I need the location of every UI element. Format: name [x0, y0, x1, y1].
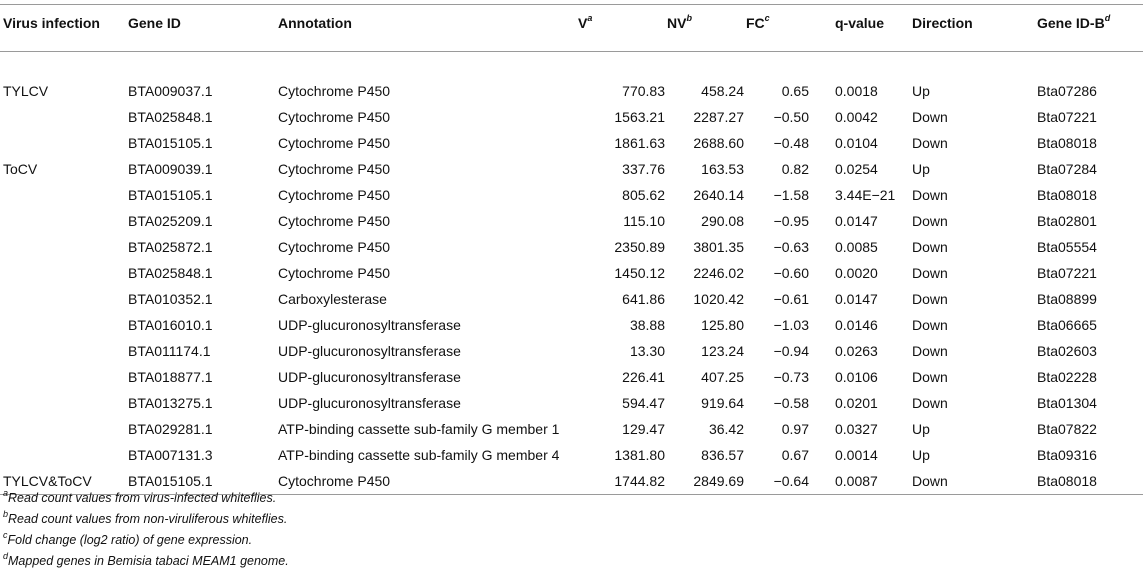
cell-gene-id-b: Bta06665 — [1037, 317, 1097, 333]
cell-direction: Down — [912, 135, 948, 151]
cell-v: 641.86 — [622, 291, 665, 307]
table-row — [0, 234, 1143, 260]
cell-gene-id: BTA009037.1 — [128, 83, 213, 99]
cell-virus — [0, 130, 128, 156]
table-row — [0, 130, 1143, 156]
col-header-nv: $NV^b$ — [667, 5, 746, 52]
cell-direction: Down — [912, 369, 948, 385]
cell-v: 2350.89 — [614, 239, 665, 255]
cell-virus — [0, 338, 128, 364]
cell-v: 337.76 — [622, 161, 665, 177]
cell-gene-id: BTA007131.3 — [128, 447, 213, 463]
col-header-fc: $FC^c$ — [746, 5, 811, 52]
cell-q-value: 0.0147 — [835, 213, 878, 229]
cell-gene-id-b: Bta07221 — [1037, 265, 1097, 281]
cell-fc: −0.60 — [773, 265, 809, 281]
cell-gene-id-b: Bta02801 — [1037, 213, 1097, 229]
cell-direction: Down — [912, 109, 948, 125]
cell-fc: −0.48 — [773, 135, 809, 151]
cell-gene-id: BTA029281.1 — [128, 421, 213, 437]
cell-fc: −0.95 — [773, 213, 809, 229]
cell-annotation: Cytochrome P450 — [278, 161, 391, 177]
cell-gene-id: BTA025848.1 — [128, 265, 213, 281]
cell-annotation: Cytochrome P450 — [278, 187, 391, 203]
cell-gene-id-b: Bta07221 — [1037, 109, 1097, 125]
cell-q-value: 0.0020 — [835, 265, 878, 281]
cell-gene-id-b: Bta08018 — [1037, 135, 1097, 151]
cell-virus: TYLCV — [3, 83, 49, 99]
cell-v: 13.30 — [629, 343, 665, 359]
cell-fc: −0.58 — [773, 395, 809, 411]
cell-direction: Up — [912, 447, 930, 463]
cell-q-value: 0.0018 — [835, 83, 878, 99]
cell-nv: 36.42 — [708, 421, 744, 437]
cell-q-value: 0.0146 — [835, 317, 878, 333]
cell-q-value: 3.44E−21 — [835, 187, 896, 203]
cell-fc: −0.50 — [773, 109, 809, 125]
cell-v: 38.88 — [629, 317, 665, 333]
cell-q-value: 0.0085 — [835, 239, 878, 255]
cell-gene-id-b: Bta09316 — [1037, 447, 1097, 463]
cell-gene-id: BTA025872.1 — [128, 239, 213, 255]
footnote: $^c$Fold change (log2 ratio) of gene expression. — [3, 529, 253, 547]
cell-direction: Down — [912, 187, 948, 203]
cell-direction: Up — [912, 161, 930, 177]
cell-direction: Up — [912, 83, 930, 99]
cell-gene-id-b: Bta08899 — [1037, 291, 1097, 307]
cell-fc: −0.64 — [746, 468, 811, 495]
cell-direction: Down — [912, 265, 948, 281]
cell-v: 594.47 — [622, 395, 665, 411]
cell-gene-id: BTA011174.1 — [128, 343, 211, 359]
cell-gene-id-b: Bta02603 — [1037, 343, 1097, 359]
cell-virus — [0, 416, 128, 442]
cell-fc: 0.82 — [781, 161, 809, 177]
cell-annotation: UDP-glucuronosyltransferase — [278, 317, 461, 333]
table-body — [0, 52, 1143, 495]
cell-virus — [0, 312, 128, 338]
cell-annotation: Cytochrome P450 — [278, 468, 578, 495]
cell-nv: 163.53 — [701, 161, 744, 177]
cell-v: 805.62 — [622, 187, 665, 203]
cell-nv: 2287.27 — [693, 109, 744, 125]
cell-direction: Down — [912, 291, 948, 307]
cell-nv: 2246.02 — [693, 265, 744, 281]
footnote: $^a$Read count values from virus-infected whiteflies. — [3, 487, 277, 505]
footnote: $^b$Read count values from non-viruliferous whiteflies. — [3, 508, 288, 526]
cell-gene-id: BTA015105.1 — [128, 135, 213, 151]
cell-annotation: UDP-glucuronosyltransferase — [278, 369, 461, 385]
cell-gene-id-b: Bta02228 — [1037, 369, 1097, 385]
cell-v: 770.83 — [622, 83, 665, 99]
cell-annotation: Cytochrome P450 — [278, 109, 391, 125]
cell-v: 115.10 — [623, 213, 665, 229]
table-row — [0, 390, 1143, 416]
cell-q-value: 0.0042 — [835, 109, 878, 125]
cell-virus — [0, 364, 128, 390]
table-row — [0, 338, 1143, 364]
cell-nv: 407.25 — [701, 369, 744, 385]
cell-direction: Down — [912, 213, 948, 229]
cell-gene-id: BTA009039.1 — [128, 161, 213, 177]
cell-v: 1861.63 — [614, 135, 665, 151]
table-row — [0, 260, 1143, 286]
cell-q-value: 0.0106 — [835, 369, 878, 385]
cell-q-value: 0.0263 — [835, 343, 878, 359]
spacer-row — [0, 52, 1143, 79]
cell-v: 226.41 — [622, 369, 665, 385]
cell-q-value: 0.0147 — [835, 291, 878, 307]
cell-gene-id: BTA025209.1 — [128, 213, 213, 229]
spacer-cell — [0, 52, 1143, 79]
cell-fc: −1.03 — [773, 317, 809, 333]
cell-v: 1563.21 — [614, 109, 665, 125]
cell-nv: 919.64 — [701, 395, 744, 411]
cell-gene-id: BTA018877.1 — [128, 369, 213, 385]
cell-annotation: UDP-glucuronosyltransferase — [278, 343, 461, 359]
cell-gene-id-b: Bta07286 — [1037, 83, 1097, 99]
cell-gene-id-b: Bta08018 — [997, 468, 1143, 495]
cell-gene-id: BTA015105.1 — [128, 468, 278, 495]
table-row — [0, 364, 1143, 390]
cell-virus — [0, 286, 128, 312]
table-row — [0, 182, 1143, 208]
col-header-gene-id: Gene ID — [128, 5, 278, 52]
cell-virus: ToCV — [3, 161, 38, 177]
cell-fc: −0.94 — [773, 343, 809, 359]
table-row — [0, 104, 1143, 130]
cell-fc: −0.73 — [773, 369, 809, 385]
cell-gene-id-b: Bta08018 — [1037, 187, 1097, 203]
cell-nv: 290.08 — [701, 213, 744, 229]
cell-gene-id: BTA015105.1 — [128, 187, 213, 203]
header-row — [0, 5, 1143, 52]
table-row — [0, 78, 1143, 104]
cell-virus — [0, 260, 128, 286]
cell-v: 1744.82 — [578, 468, 667, 495]
cell-fc: 0.97 — [781, 421, 809, 437]
cell-annotation: Cytochrome P450 — [278, 213, 391, 229]
cell-annotation: Cytochrome P450 — [278, 83, 391, 99]
cell-annotation: ATP-binding cassette sub-family G member 4 — [278, 447, 560, 463]
cell-direction: Up — [912, 421, 930, 437]
cell-virus — [0, 234, 128, 260]
cell-gene-id: BTA016010.1 — [128, 317, 213, 333]
cell-annotation: Cytochrome P450 — [278, 135, 391, 151]
cell-q-value: 0.0254 — [835, 161, 878, 177]
cell-v: 1381.80 — [614, 447, 665, 463]
cell-annotation: ATP-binding cassette sub-family G member 1 — [278, 421, 560, 437]
cell-gene-id-b: Bta07822 — [1037, 421, 1097, 437]
cell-gene-id-b: Bta01304 — [1037, 395, 1097, 411]
cell-v: 129.47 — [622, 421, 665, 437]
cell-virus — [0, 390, 128, 416]
cell-q-value: 0.0014 — [835, 447, 878, 463]
cell-virus — [0, 182, 128, 208]
cell-gene-id: BTA025848.1 — [128, 109, 213, 125]
cell-annotation: Cytochrome P450 — [278, 239, 391, 255]
col-header-gene-id-b: Gene $ID-B^d$ — [997, 5, 1143, 52]
cell-nv: 458.24 — [701, 83, 744, 99]
table-row — [0, 156, 1143, 182]
cell-nv: 2688.60 — [693, 135, 744, 151]
cell-direction: Down — [912, 395, 948, 411]
cell-nv: 2849.69 — [667, 468, 746, 495]
cell-direction: Down — [912, 239, 948, 255]
col-header-direction: Direction — [896, 5, 997, 52]
col-header-virus: Virus infection — [0, 5, 128, 52]
cell-nv: 2640.14 — [693, 187, 744, 203]
footnote: $^d$Mapped genes in Bemisia tabaci MEAM1 genome. — [3, 550, 289, 568]
cell-q-value: 0.0087 — [811, 468, 896, 495]
cell-gene-id-b: Bta07284 — [1037, 161, 1097, 177]
col-header-annotation: Annotation — [278, 5, 578, 52]
cell-nv: 125.80 — [701, 317, 744, 333]
cell-virus: TYLCV&ToCV — [0, 468, 128, 495]
cell-virus — [0, 442, 128, 468]
table-row — [0, 416, 1143, 442]
cell-virus — [0, 104, 128, 130]
cell-direction: Down — [896, 468, 997, 495]
cell-fc: 0.67 — [781, 447, 809, 463]
col-header-q-value: q-value — [811, 5, 896, 52]
cell-annotation: UDP-glucuronosyltransferase — [278, 395, 461, 411]
cell-annotation: Cytochrome P450 — [278, 265, 391, 281]
cell-v: 1450.12 — [614, 265, 665, 281]
cell-gene-id: BTA013275.1 — [128, 395, 213, 411]
footnotes — [3, 488, 289, 572]
table-row — [0, 312, 1143, 338]
table-row — [0, 208, 1143, 234]
cell-direction: Down — [912, 317, 948, 333]
table-row — [0, 442, 1143, 468]
cell-annotation: Carboxylesterase — [278, 291, 387, 307]
cell-q-value: 0.0104 — [835, 135, 878, 151]
cell-fc: −1.58 — [773, 187, 809, 203]
cell-gene-id-b: Bta05554 — [1037, 239, 1097, 255]
cell-gene-id: BTA010352.1 — [128, 291, 213, 307]
cell-virus — [0, 208, 128, 234]
cell-q-value: 0.0327 — [835, 421, 878, 437]
cell-nv: 1020.42 — [693, 291, 744, 307]
data-table — [0, 4, 1143, 495]
cell-nv: 123.24 — [701, 343, 744, 359]
cell-fc: 0.65 — [781, 83, 809, 99]
cell-q-value: 0.0201 — [835, 395, 878, 411]
cell-nv: 3801.35 — [693, 239, 744, 255]
cell-fc: −0.61 — [773, 291, 809, 307]
cell-nv: 836.57 — [701, 447, 744, 463]
table-row — [0, 286, 1143, 312]
cell-fc: −0.63 — [773, 239, 809, 255]
cell-direction: Down — [912, 343, 948, 359]
col-header-v: $V^a$ — [578, 5, 667, 52]
